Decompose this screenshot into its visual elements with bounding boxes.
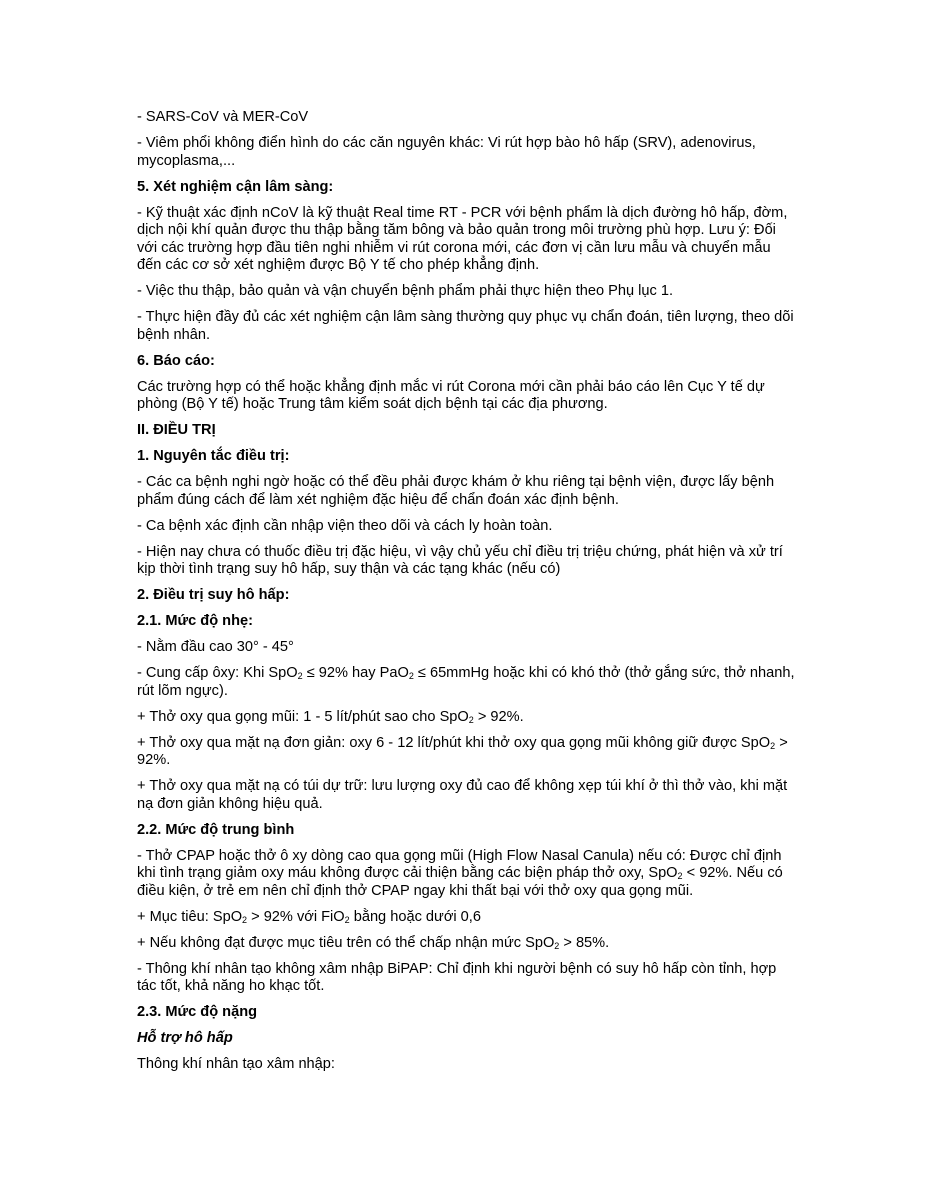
paragraph: Các trường hợp có thể hoặc khẳng định mắc vi rút Corona mới cần phải báo cáo lên Cục Y tế dự phòng (Bộ Y tế) hoặc Trung tâm kiểm soát dịch bệnh tại các địa phương. (137, 378, 765, 412)
section-heading: 1. Nguyên tắc điều trị: (137, 448, 290, 464)
paragraph: - Hiện nay chưa có thuốc điều trị đặc hiệu, vì vậy chủ yếu chỉ điều trị triệu chứng, phát hiện và xử trí kịp thời tình trạng suy hô hấp, suy thận và các tạng khác (nếu có) (137, 543, 783, 577)
paragraph: - Ca bệnh xác định cần nhập viện theo dõi và cách ly hoàn toàn. (137, 517, 553, 534)
paragraph: - Kỹ thuật xác định nCoV là kỹ thuật Real time RT - PCR với bệnh phẩm là dịch đường hô hấp, đờm, dịch nội khí quản được thu thập bằng tăm bông và bảo quản trong môi trường phù hợp. Lưu ý: Đối với các trường hợp đầu tiên nghi nhiễm vi rút corona mới, các đơn vị cần lưu mẫu và chuyển mẫu đến các cơ sở xét nghiệm được Bộ Y tế cho phép khẳng định. (137, 204, 788, 273)
section-heading: 2. Điều trị suy hô hấp: (137, 587, 290, 603)
paragraph: + Mục tiêu: SpO$_2$ > 92% với FiO$_2$ bằng hoặc dưới 0,6 (137, 908, 481, 925)
paragraph: + Thở oxy qua mặt nạ có túi dự trữ: lưu lượng oxy đủ cao để không xẹp túi khí ở thì thở vào, khi mặt nạ đơn giản không hiệu quả. (137, 778, 788, 812)
paragraph: - Nằm đầu cao 30° - 45° (137, 639, 294, 655)
paragraph: - Cung cấp ôxy: Khi SpO$_2$ ≤ 92% hay PaO$_2$ ≤ 65mmHg hoặc khi có khó thở (thở gắng sức, thở nhanh, rút lõm ngực). (137, 665, 795, 699)
paragraph: - Thở CPAP hoặc thở ô xy dòng cao qua gọng mũi (High Flow Nasal Canula) nếu có: Được chỉ định khi tình trạng giảm oxy máu không được cải thiện bằng các biện pháp thở oxy, SpO$_2$ < 92%. Nếu có điều kiện, ở trẻ em nên chỉ định thở CPAP ngay khi thất bại với thở oxy qua gọng mũi. (137, 847, 783, 899)
section-heading: 2.3. Mức độ nặng (137, 1004, 258, 1020)
section-heading: 2.1. Mức độ nhẹ: (137, 613, 253, 629)
paragraph: - Thông khí nhân tạo không xâm nhập BiPAP: Chỉ định khi người bệnh có suy hô hấp còn tỉnh, hợp tác tốt, khả năng ho khạc tốt. (137, 960, 777, 994)
paragraph: - Các ca bệnh nghi ngờ hoặc có thể đều phải được khám ở khu riêng tại bệnh viện, được lấy bệnh phẩm đúng cách để làm xét nghiệm đặc hiệu để chẩn đoán xác định bệnh. (137, 474, 775, 508)
paragraph: + Thở oxy qua mặt nạ đơn giản: oxy 6 - 12 lít/phút khi thở oxy qua gọng mũi không giữ được SpO$_2$ > 92%. (137, 734, 788, 768)
paragraph: - Việc thu thập, bảo quản và vận chuyển bệnh phẩm phải thực hiện theo Phụ lục 1. (137, 283, 674, 299)
paragraph: Thông khí nhân tạo xâm nhập: (137, 1056, 335, 1072)
section-heading: 5. Xét nghiệm cận lâm sàng: (137, 178, 334, 195)
section-heading: II. ĐIỀU TRỊ (137, 422, 216, 438)
section-heading: 2.2. Mức độ trung bình (137, 821, 295, 838)
paragraph: - SARS-CoV và MER-CoV (137, 109, 309, 125)
document-body (137, 109, 797, 1082)
section-heading: 6. Báo cáo: (137, 352, 215, 369)
paragraph: - Thực hiện đầy đủ các xét nghiệm cận lâm sàng thường quy phục vụ chẩn đoán, tiên lượng, theo dõi bệnh nhân. (137, 309, 794, 343)
subsection-heading: Hỗ trợ hô hấp (137, 1030, 233, 1046)
paragraph: - Viêm phổi không điển hình do các căn nguyên khác: Vi rút hợp bào hô hấp (SRV), adenovirus, mycoplasma,... (137, 135, 756, 169)
paragraph: + Thở oxy qua gọng mũi: 1 - 5 lít/phút sao cho SpO$_2$ > 92%. (137, 708, 524, 725)
paragraph: + Nếu không đạt được mục tiêu trên có thể chấp nhận mức SpO$_2$ > 85%. (137, 934, 610, 951)
